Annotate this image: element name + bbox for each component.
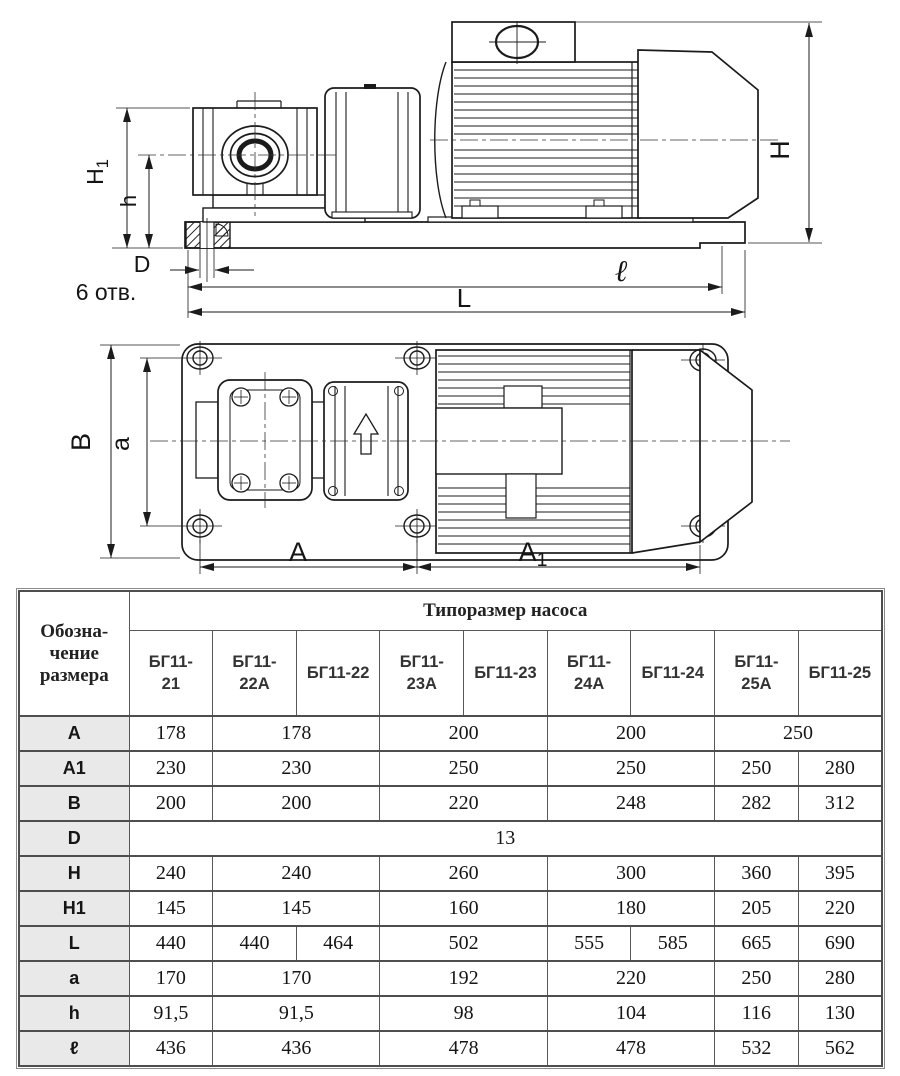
cell-8-3: 104 xyxy=(547,996,714,1031)
dimensions-table-wrapper xyxy=(16,588,885,1069)
cell-5-0: 145 xyxy=(129,891,213,926)
cell-9-2: 478 xyxy=(380,1031,547,1066)
cell-4-5: 395 xyxy=(798,856,882,891)
cell-9-4: 532 xyxy=(715,1031,799,1066)
table-row-6 xyxy=(19,926,882,961)
table-row-5 xyxy=(19,891,882,926)
cell-1-5: 280 xyxy=(798,751,882,786)
row-label-8: h xyxy=(19,996,129,1031)
cell-7-2: 192 xyxy=(380,961,547,996)
cell-4-1: 240 xyxy=(213,856,380,891)
table-row-0 xyxy=(19,716,882,751)
base-section-hatch xyxy=(186,222,230,248)
fan-cover-side xyxy=(638,50,758,218)
cell-7-5: 280 xyxy=(798,961,882,996)
col-header-0: БГ11- 21 xyxy=(129,631,213,717)
label-D: D xyxy=(133,251,151,277)
col-header-1: БГ11- 22А xyxy=(213,631,297,717)
table-group-header: Типоразмер насоса xyxy=(129,591,882,631)
cell-2-3: 248 xyxy=(547,786,714,821)
plan-view xyxy=(150,341,790,560)
cell-8-1: 91,5 xyxy=(213,996,380,1031)
table-row-2 xyxy=(19,786,882,821)
col-header-7: БГ11- 25А xyxy=(715,631,799,717)
cell-6-7: 690 xyxy=(798,926,882,961)
cell-0-0: 178 xyxy=(129,716,213,751)
cell-5-1: 145 xyxy=(213,891,380,926)
cell-1-2: 250 xyxy=(380,751,547,786)
label-L: L xyxy=(456,283,472,313)
table-row-9 xyxy=(19,1031,882,1066)
cell-1-3: 250 xyxy=(547,751,714,786)
cell-9-0: 436 xyxy=(129,1031,213,1066)
cell-6-4: 555 xyxy=(547,926,631,961)
cell-7-4: 250 xyxy=(715,961,799,996)
motor-side xyxy=(435,21,758,218)
label-h: h xyxy=(116,194,141,208)
cell-2-4: 282 xyxy=(715,786,799,821)
cell-8-5: 130 xyxy=(798,996,882,1031)
row-label-6: L xyxy=(19,926,129,961)
cell-0-1: 178 xyxy=(213,716,380,751)
table-row-4 xyxy=(19,856,882,891)
cell-6-2: 464 xyxy=(296,926,380,961)
row-label-7: a xyxy=(19,961,129,996)
cell-9-5: 562 xyxy=(798,1031,882,1066)
cell-3-0: 13 xyxy=(129,821,882,856)
cell-4-3: 300 xyxy=(547,856,714,891)
cell-8-2: 98 xyxy=(380,996,547,1031)
cell-1-0: 230 xyxy=(129,751,213,786)
col-header-6: БГ11-24 xyxy=(631,631,715,717)
cell-5-3: 180 xyxy=(547,891,714,926)
col-header-2: БГ11-22 xyxy=(296,631,380,717)
cell-4-2: 260 xyxy=(380,856,547,891)
table-row-7 xyxy=(19,961,882,996)
cell-1-4: 250 xyxy=(715,751,799,786)
cell-2-2: 220 xyxy=(380,786,547,821)
label-B: B xyxy=(66,432,96,452)
cell-6-3: 502 xyxy=(380,926,547,961)
cell-2-5: 312 xyxy=(798,786,882,821)
cell-8-0: 91,5 xyxy=(129,996,213,1031)
table-row-3 xyxy=(19,821,882,856)
cell-1-1: 230 xyxy=(213,751,380,786)
cell-4-0: 240 xyxy=(129,856,213,891)
cell-2-1: 200 xyxy=(213,786,380,821)
motor-plan xyxy=(436,350,752,553)
cell-5-2: 160 xyxy=(380,891,547,926)
cell-7-1: 170 xyxy=(213,961,380,996)
row-label-1: A1 xyxy=(19,751,129,786)
cell-4-4: 360 xyxy=(715,856,799,891)
table-row-8 xyxy=(19,996,882,1031)
label-a: a xyxy=(107,437,135,451)
row-label-4: H xyxy=(19,856,129,891)
cell-6-6: 665 xyxy=(715,926,799,961)
col-header-8: БГ11-25 xyxy=(798,631,882,717)
col-header-3: БГ11- 23А xyxy=(380,631,464,717)
cell-0-4: 250 xyxy=(715,716,882,751)
cell-8-4: 116 xyxy=(715,996,799,1031)
dimensions-table xyxy=(18,590,883,1067)
label-ell: ℓ xyxy=(614,254,628,289)
label-A: A xyxy=(288,537,308,567)
table-row-1 xyxy=(19,751,882,786)
cell-9-1: 436 xyxy=(213,1031,380,1066)
col-header-4: БГ11-23 xyxy=(464,631,548,717)
row-label-0: A xyxy=(19,716,129,751)
cell-2-0: 200 xyxy=(129,786,213,821)
cell-6-0: 440 xyxy=(129,926,213,961)
label-H: H xyxy=(765,140,795,160)
row-label-3: D xyxy=(19,821,129,856)
fan-cover-plan xyxy=(700,350,752,542)
row-label-2: B xyxy=(19,786,129,821)
row-label-9: ℓ xyxy=(19,1031,129,1066)
cell-5-4: 205 xyxy=(715,891,799,926)
coupling-side xyxy=(325,84,420,218)
side-view xyxy=(138,21,782,248)
cell-9-3: 478 xyxy=(547,1031,714,1066)
cell-6-5: 585 xyxy=(631,926,715,961)
cell-7-3: 220 xyxy=(547,961,714,996)
label-A1: A1 xyxy=(518,537,548,571)
cell-6-1: 440 xyxy=(213,926,297,961)
col-header-5: БГ11- 24А xyxy=(547,631,631,717)
label-H1: $H_1$ xyxy=(82,159,112,185)
table-corner-header: Обозна-чение размера xyxy=(19,591,129,716)
cell-0-2: 200 xyxy=(380,716,547,751)
row-label-5: H1 xyxy=(19,891,129,926)
cell-0-3: 200 xyxy=(547,716,714,751)
cell-5-5: 220 xyxy=(798,891,882,926)
label-holes-note: 6 отв. xyxy=(75,279,137,305)
cell-7-0: 170 xyxy=(129,961,213,996)
